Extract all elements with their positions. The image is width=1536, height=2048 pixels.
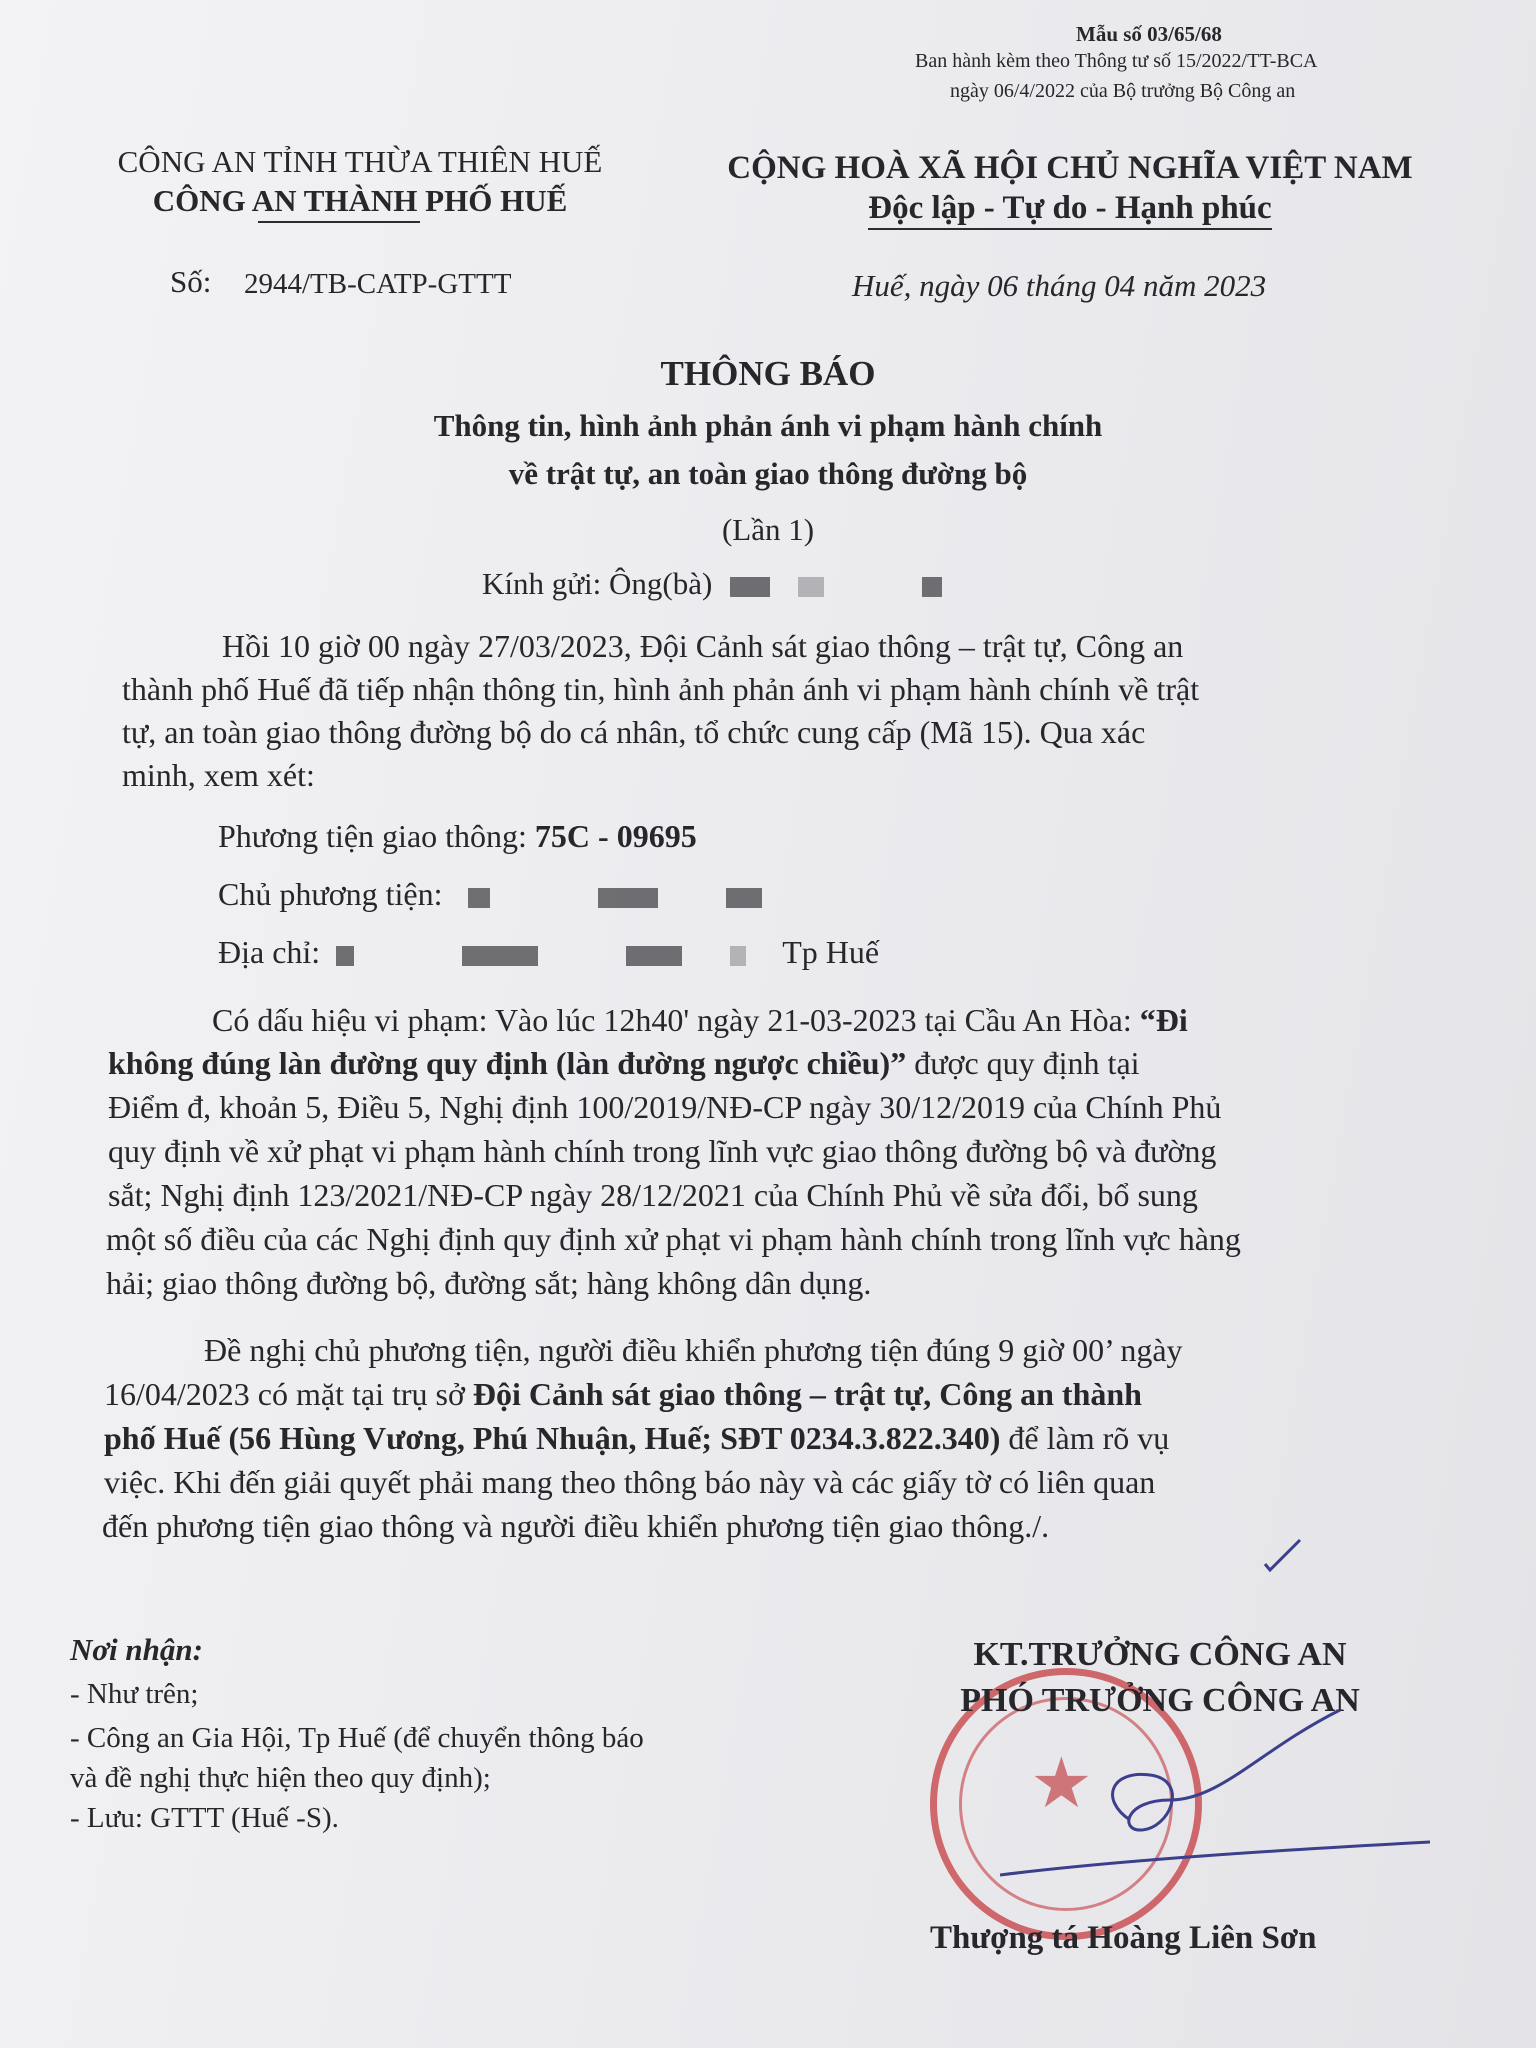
recipients-heading: Nơi nhận: xyxy=(70,1632,203,1667)
address-line: Địa chỉ: Tp Huế xyxy=(218,934,880,970)
vehicle-line: Phương tiện giao thông: 75C - 09695 xyxy=(218,818,697,854)
redacted-name xyxy=(922,577,942,597)
agency-underline xyxy=(258,221,420,223)
recipient-item: - Lưu: GTTT (Huế -S). xyxy=(70,1802,339,1834)
redacted-owner xyxy=(468,888,490,908)
signer-name: Thượng tá Hoàng Liên Sơn xyxy=(930,1920,1317,1956)
redacted-name xyxy=(730,577,770,597)
sign-title-1: KT.TRƯỞNG CÔNG AN xyxy=(973,1636,1347,1673)
violation-line-2: không đúng làn đường quy định (làn đường ngược chiều)” được quy định tại xyxy=(108,1045,1140,1081)
form-number: Mẫu số 03/65/68 xyxy=(1076,22,1222,46)
p1-line-4: minh, xem xét: xyxy=(122,757,315,793)
agency-parent: CÔNG AN TỈNH THỪA THIÊN HUẾ xyxy=(117,144,603,179)
recipient-line: Kính gửi: Ông(bà) xyxy=(482,566,942,602)
signature-stroke xyxy=(1113,1710,1340,1830)
vehicle-plate: 75C - 09695 xyxy=(534,818,697,854)
p1-line-3: tự, an toàn giao thông đường bộ do cá nhân, tổ chức cung cấp (Mã 15). Qua xác xyxy=(122,714,1146,750)
redacted-address xyxy=(730,946,746,966)
request-line-3: phố Huế (56 Hùng Vương, Phú Nhuận, Huế; SĐT 0234.3.822.340) để làm rõ vụ xyxy=(104,1420,1170,1456)
violation-line-7: hải; giao thông đường bộ, đường sắt; hàng không dân dụng. xyxy=(106,1265,872,1301)
issued-date: ngày 06/4/2022 của Bộ trưởng Bộ Công an xyxy=(950,80,1296,102)
doc-number-label: Số: xyxy=(170,264,212,299)
signature-underline xyxy=(1000,1842,1430,1875)
redacted-owner xyxy=(726,888,762,908)
nation-title: CỘNG HOÀ XÃ HỘI CHỦ NGHĨA VIỆT NAM xyxy=(727,150,1413,186)
motto: Độc lập - Tự do - Hạnh phúc xyxy=(700,190,1440,227)
recipient-item: - Như trên; xyxy=(70,1678,199,1710)
doc-subtitle-1: Thông tin, hình ảnh phản ánh vi phạm hành chính xyxy=(433,408,1103,443)
request-line-2: 16/04/2023 có mặt tại trụ sở Đội Cảnh sát giao thông – trật tự, Công an thành xyxy=(104,1376,1142,1412)
issued-with: Ban hành kèm theo Thông tư số 15/2022/TT-BCA xyxy=(915,50,1318,72)
violation-line-3: Điểm đ, khoản 5, Điều 5, Nghị định 100/2019/NĐ-CP ngày 30/12/2019 của Chính Phủ xyxy=(108,1089,1222,1125)
redacted-address xyxy=(626,946,682,966)
redacted-address xyxy=(336,946,354,966)
doc-title: THÔNG BÁO xyxy=(660,354,876,393)
recipient-item: và đề nghị thực hiện theo quy định); xyxy=(70,1762,491,1794)
violation-line-5: sắt; Nghị định 123/2021/NĐ-CP ngày 28/12/2021 của Chính Phủ về sửa đổi, bổ sung xyxy=(108,1177,1198,1213)
recipient-item: - Công an Gia Hội, Tp Huế (để chuyển thông báo xyxy=(70,1722,644,1754)
request-line-4: việc. Khi đến giải quyết phải mang theo thông báo này và các giấy tờ có liên quan xyxy=(104,1464,1156,1500)
request-line-5: đến phương tiện giao thông và người điều khiển phương tiện giao thông./. xyxy=(102,1508,1050,1544)
violation-line-1: Có dấu hiệu vi phạm: Vào lúc 12h40' ngày 21-03-2023 tại Cầu An Hòa: “Đi xyxy=(212,1002,1188,1038)
p1-line-2: thành phố Huế đã tiếp nhận thông tin, hình ảnh phản ánh vi phạm hành chính về trật xyxy=(122,671,1200,707)
attempt-number: (Lần 1) xyxy=(721,512,815,547)
owner-line: Chủ phương tiện: xyxy=(218,876,762,913)
agency-name: CÔNG AN THÀNH PHỐ HUẾ xyxy=(152,183,568,218)
p1-line-1: Hồi 10 giờ 00 ngày 27/03/2023, Đội Cảnh sát giao thông – trật tự, Công an xyxy=(222,628,1184,664)
place-date: Huế, ngày 06 tháng 04 năm 2023 xyxy=(852,268,1267,303)
redacted-name xyxy=(798,577,824,597)
violation-line-4: quy định về xử phạt vi phạm hành chính trong lĩnh vực giao thông đường bộ và đường xyxy=(108,1133,1217,1169)
sign-title-2: PHÓ TRƯỞNG CÔNG AN xyxy=(960,1682,1360,1719)
redacted-address xyxy=(462,946,538,966)
stamp-star-icon: ★ xyxy=(1030,1746,1093,1823)
handwritten-signature xyxy=(1000,1500,1460,1880)
violation-line-6: một số điều của các Nghị định quy định xử phạt vi phạm hành chính trong lĩnh vực hàng xyxy=(106,1221,1241,1257)
redacted-owner xyxy=(598,888,658,908)
request-line-1: Đề nghị chủ phương tiện, người điều khiển phương tiện đúng 9 giờ 00’ ngày xyxy=(204,1332,1183,1368)
doc-number: 2944/TB-CATP-GTTT xyxy=(244,268,512,300)
initial-mark xyxy=(1265,1540,1300,1570)
doc-subtitle-2: về trật tự, an toàn giao thông đường bộ xyxy=(508,456,1028,491)
